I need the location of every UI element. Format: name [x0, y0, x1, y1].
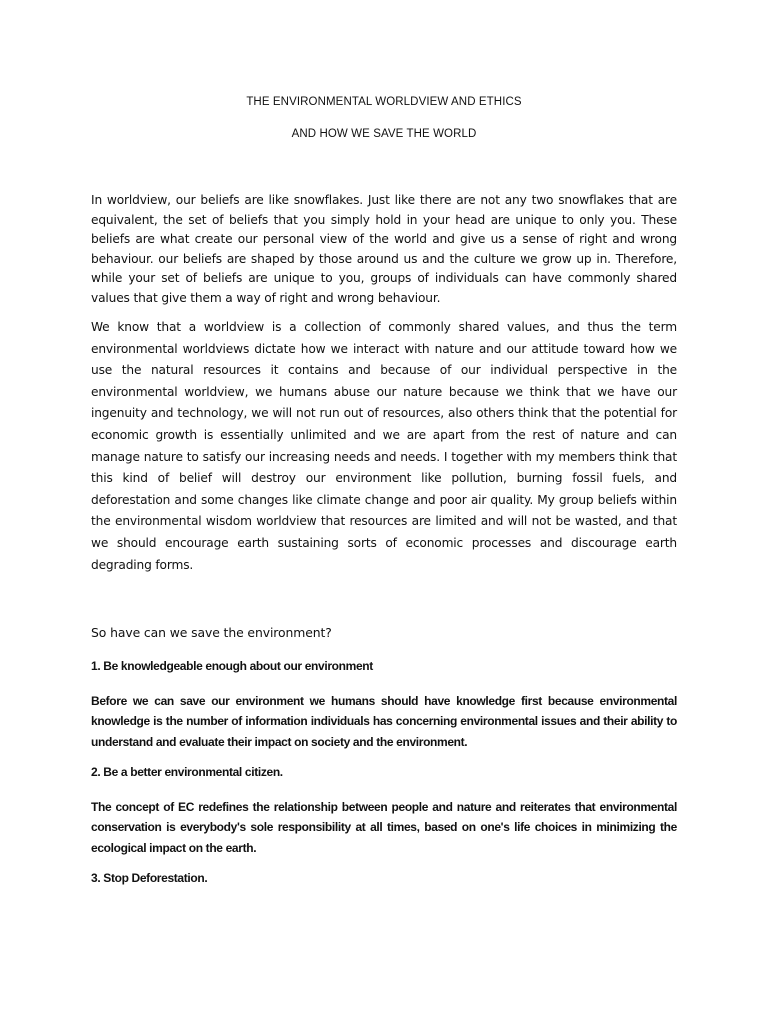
- document-title: THE ENVIRONMENTAL WORLDVIEW AND ETHICS: [246, 96, 522, 108]
- document-subtitle: AND HOW WE SAVE THE WORLD: [291, 128, 477, 140]
- section-heading-deforestation: 3. Stop Deforestation.: [91, 871, 208, 885]
- section-body-citizen: The concept of EC redefines the relationship between people and nature and reiterates that environmental conservation is everybody's sole responsibility at all times, based on one's life choices in minimizing the ecological impact on the earth.: [91, 800, 677, 855]
- section-body-knowledge: Before we can save our environment we humans should have knowledge first because environmental knowledge is the number of information individuals has concerning environmental issues and their ability to understand and evaluate their impact on society and the environment.: [91, 694, 677, 749]
- intro-paragraph: In worldview, our beliefs are like snowflakes. Just like there are not any two snowflakes that are equivalent, the set of beliefs that you simply hold in your head are unique to only you. These beliefs are what create our personal view of the world and give us a sense of right and wrong behaviour. our beliefs are shaped by those around us and the culture we grow up in. Therefore, while your set of beliefs are unique to you, groups of individuals can have commonly shared values that give them a way of right and wrong behaviour.: [91, 193, 677, 305]
- question-line: So have can we save the environment?: [91, 625, 332, 640]
- worldview-paragraph: We know that a worldview is a collection of commonly shared values, and thus the term environmental worldviews dictate how we interact with nature and our attitude toward how we use the natural resources it contains and because of our individual perspective in the environmental worldview, we humans abuse our nature because we think that we have our ingenuity and technology, we will not run out of resources, also others think that the potential for economic growth is essentially unlimited and we are apart from the rest of nature and can manage nature to satisfy our increasing needs and needs. I together with my members think that this kind of belief will destroy our environment like pollution, burning fossil fuels, and deforestation and some changes like climate change and poor air quality. My group beliefs within the environmental wisdom worldview that resources are limited and will not be wasted, and that we should encourage earth sustaining sorts of economic processes and discourage earth degrading forms.: [91, 320, 677, 572]
- section-heading-citizen: 2. Be a better environmental citizen.: [91, 765, 283, 779]
- section-heading-knowledge: 1. Be knowledgeable enough about our environment: [91, 659, 373, 673]
